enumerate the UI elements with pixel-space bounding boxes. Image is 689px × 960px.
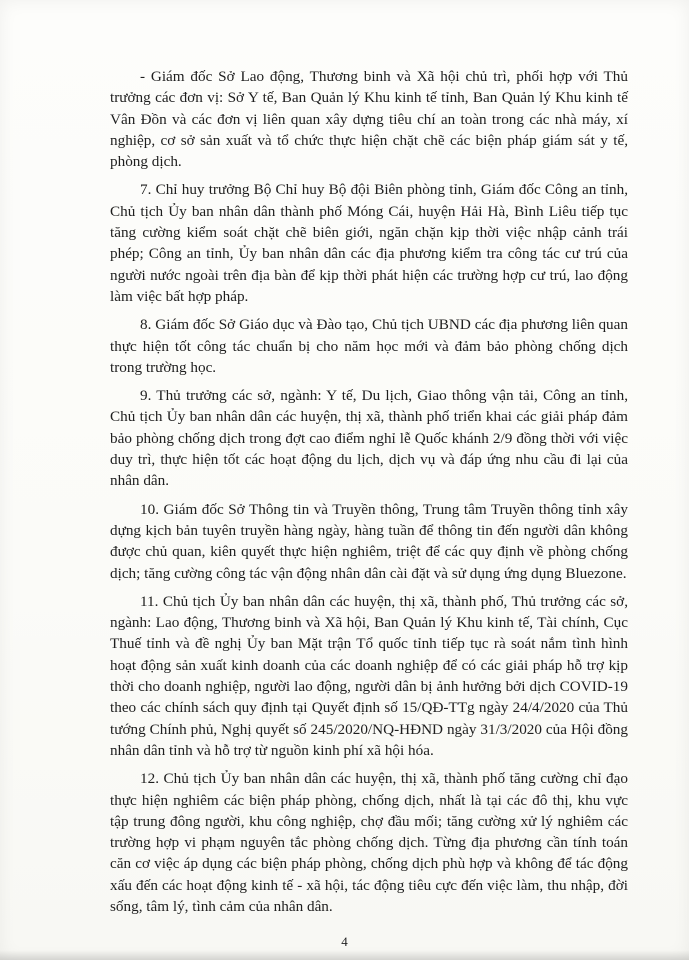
paragraph-item-11-business-support: 11. Chủ tịch Ủy ban nhân dân các huyện, thị xã, thành phố, Thủ trưởng các sở, ngành: Lao động, Thương binh và Xã hội, Ban Quản lý Khu kinh tế, Tài chính, Cục Thuế tỉnh và đề nghị Ủy ban Mặt trận Tổ quốc tỉnh tiếp tục rà soát nắm tình hình hoạt động sản xuất kinh doanh của các doanh nghiệp để có các giải pháp hỗ trợ kịp thời cho doanh nghiệp, người lao động, người dân bị ảnh hưởng bởi dịch COVID-19 theo các chính sách quy định tại Quyết định số 15/QĐ-TTg ngày 24/4/2020 của Thủ tướng Chính phủ, Nghị quyết số 245/2020/NQ-HĐND ngày 31/3/2020 của Hội đồng nhân dân tỉnh và hỗ trợ từ nguồn kinh phí xã hội hóa.: [110, 592, 628, 759]
paragraph-staff-labor-supervision: - Giám đốc Sở Lao động, Thương binh và Xã hội chủ trì, phối hợp với Thủ trưởng các đơn vị: Sở Y tế, Ban Quản lý Khu kinh tế tỉnh, Ban Quản lý Khu kinh tế Vân Đồn và các đơn vị liên quan xây dựng tiêu chí an toàn trong các nhà máy, xí nghiệp, cơ sở sản xuất và tổ chức thực hiện chặt chẽ các biện pháp giám sát y tế, phòng dịch.: [110, 68, 628, 171]
paragraph-item-8-school-year: 8. Giám đốc Sở Giáo dục và Đào tạo, Chủ tịch UBND các địa phương liên quan thực hiện tốt công tác chuẩn bị cho năm học mới và đảm bảo phòng chống dịch trong trường học.: [110, 316, 628, 376]
paragraph-item-9-national-day: 9. Thủ trưởng các sở, ngành: Y tế, Du lịch, Giao thông vận tải, Công an tỉnh, Chủ tịch Ủy ban nhân dân các huyện, thị xã, thành phố triển khai các giải pháp đảm bảo phòng chống dịch trong đợt cao điểm nghỉ lễ Quốc khánh 2/9 đồng thời với việc duy trì, thực hiện tốt các hoạt động du lịch, dịch vụ và đáp ứng nhu cầu đi lại của nhân dân.: [110, 387, 628, 490]
page-edge-shadow: [0, 950, 689, 960]
document-body: [110, 66, 628, 924]
paragraph-item-7-border-control: 7. Chỉ huy trưởng Bộ Chỉ huy Bộ đội Biên phòng tỉnh, Giám đốc Công an tỉnh, Chủ tịch Ủy ban nhân dân thành phố Móng Cái, huyện Hải Hà, Bình Liêu tiếp tục tăng cường kiểm soát chặt chẽ biên giới, ngăn chặn kịp thời việc nhập cảnh trái phép; Công an tỉnh, Ủy ban nhân dân các địa phương kiểm tra công tác cư trú của người nước ngoài trên địa bàn để kịp thời phát hiện các trường hợp cư trú, lao động làm việc bất hợp pháp.: [110, 181, 628, 305]
paragraph-item-10-communication: 10. Giám đốc Sở Thông tin và Truyền thông, Trung tâm Truyền thông tỉnh xây dựng kịch bản tuyên truyền hàng ngày, hàng tuần để thông tin đến người dân không được chủ quan, kiên quyết thực hiện nghiêm, triệt để các quy định về phòng chống dịch; tăng cường công tác vận động nhân dân cài đặt và sử dụng ứng dụng Bluezone.: [110, 500, 628, 582]
paragraph-item-12-local-measures: 12. Chủ tịch Ủy ban nhân dân các huyện, thị xã, thành phố tăng cường chỉ đạo thực hiện nghiêm các biện pháp phòng, chống dịch, nhất là tại các đô thị, khu vực tập trung đông người, khu công nghiệp, chợ đầu mối; tăng cường xử lý nghiêm các trường hợp vi phạm nguyên tắc phòng chống dịch. Từng địa phương cần tính toán căn cơ việc áp dụng các biện pháp phòng, chống dịch phù hợp và không để tác động xấu đến các hoạt động kinh tế - xã hội, tác động tiêu cực đến việc làm, thu nhập, đời sống, tâm lý, tình cảm của nhân dân.: [110, 770, 628, 915]
page-number: 4: [341, 934, 348, 949]
